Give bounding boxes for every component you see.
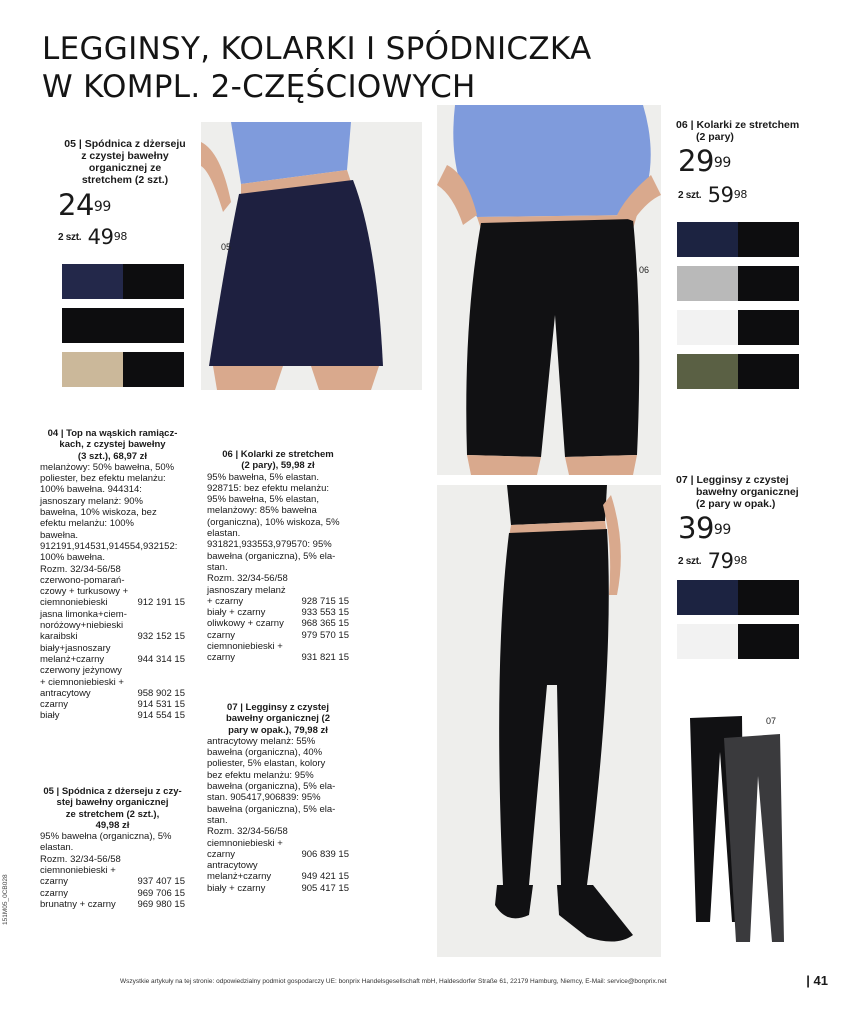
skirt-photo [201, 122, 422, 390]
description-line: 912191,914531,914554,932152: [40, 540, 178, 552]
product-name-line: (2 pary w opak.) [696, 498, 776, 510]
variant-row [40, 609, 185, 620]
variant-row [207, 607, 349, 618]
color-swatch-row [62, 308, 184, 343]
product-name-line: Spódnica z dżerseju [84, 138, 186, 150]
variant-row [207, 838, 349, 849]
description-line: elastan. [207, 528, 241, 540]
color-swatch-row [677, 310, 799, 345]
product-number: 05 [64, 138, 76, 150]
variant-list [207, 838, 349, 894]
variant-code: 914 531 15 [137, 699, 185, 711]
variant-row [40, 677, 185, 688]
variant-row [207, 652, 349, 663]
color-swatch [62, 264, 123, 299]
description-line: 100% bawełna. 944314: [40, 484, 142, 496]
color-swatch [738, 266, 799, 301]
variant-code: 969 980 15 [137, 898, 185, 910]
variant-name: ciemnoniebieski + [207, 641, 283, 653]
product-06-price-2pcs: 2 szt. $59^{98}$ [678, 183, 748, 207]
variant-name: biały+jasnoszary [40, 642, 111, 654]
variant-code: 931 821 15 [301, 652, 349, 664]
variant-row [207, 860, 349, 871]
product-06-swatches [677, 222, 799, 398]
variant-name: czarny [40, 699, 68, 711]
title-line-2: W KOMPL. 2-CZĘŚCIOWYCH [42, 69, 476, 105]
variant-name: antracytowy [207, 860, 258, 872]
description-line: Rozm. 32/34-56/58 [207, 573, 288, 585]
color-swatch [677, 266, 738, 301]
color-swatch [62, 352, 123, 387]
variant-row [40, 865, 185, 876]
variant-name: oliwkowy + czarny [207, 618, 284, 630]
color-swatch [738, 624, 799, 659]
description-body [40, 462, 185, 575]
description-line: 95% bawełna, 5% elastan, [207, 494, 319, 506]
variant-row [207, 641, 349, 652]
variant-row [40, 586, 185, 597]
variant-name: antracytowy [40, 687, 91, 699]
variant-name: biały [40, 710, 60, 722]
description-line: bawełna (organiczna), 5% ela- [207, 550, 336, 562]
description-line: poliester, bez efektu melanżu: [40, 473, 166, 485]
product-name-line: organicznej ze [88, 162, 162, 174]
page-number: | 41 [806, 973, 828, 988]
color-swatch [677, 354, 738, 389]
product-number: 07 [676, 474, 688, 486]
product-05-swatches [62, 264, 184, 396]
variant-code: 968 365 15 [301, 618, 349, 630]
variant-name: + czarny [207, 595, 244, 607]
color-swatch [123, 264, 184, 299]
variant-row [40, 899, 185, 910]
product-07-price-2pcs: 2 szt. $79^{98}$ [678, 549, 748, 573]
description-line: Rozm. 32/34-56/58 [207, 826, 288, 838]
variant-row [40, 710, 185, 721]
product-name-line: bawełny organicznej [696, 486, 799, 498]
variant-name: melanż+czarny [207, 871, 272, 883]
variant-row [40, 665, 185, 676]
color-swatch [738, 310, 799, 345]
description-06: 06 | Kolarki ze stretchem (2 pary), 59,98 zł 95% bawełna, 5% elastan. 928715: bez efektu melanżu: 95% bawełna, 5% elastan, melanżowy: 85% bawełna (organiczna), 10% wiskoza, 5% elastan. 931821,933553,979570: 95% bawełna (organiczna), 5% ela- stan. Rozm. 32/34-56/58 jasnoszary melanż + czarny 928 715 15 biały + czarny 933 553 15 oliwkowy + czarny 968 365 15 czarny 979 570 15 ciemnoniebieski + czarny 931 821 15 [207, 449, 349, 664]
description-line: melanżowy: 50% bawełna, 50% [40, 461, 175, 473]
color-swatch [738, 580, 799, 615]
product-07-header: 07 | Legginsy z czystej bawełny organicznej (2 pary w opak.) [676, 474, 806, 510]
variant-name: czarny [207, 848, 235, 860]
product-name-line: (2 pary) [696, 131, 734, 143]
color-swatch-row [677, 222, 799, 257]
color-swatch-row [677, 354, 799, 389]
variant-row [40, 699, 185, 710]
legal-footer: Wszystkie artykuły na tej stronie: odpowiedzialny podmiot gospodarczy UE: bonprix Handelsgesellschaft mbH, Haldesdorfer Straße 61, 22179 Hamburg, Niemcy, E-Mail: service@bonprix.net [120, 978, 667, 985]
description-line: stan. 905417,906839: 95% [207, 792, 321, 804]
variant-name: biały + czarny [207, 607, 266, 619]
color-swatch [677, 222, 738, 257]
description-line: efektu melanżu: 100% [40, 518, 135, 530]
product-05-price: $24^{99}$ [58, 188, 111, 222]
description-line: (organiczna), 10% wiskoza, 5% [207, 516, 340, 528]
variant-code: 906 839 15 [301, 848, 349, 860]
description-line: bawełna (organiczna), 5% ela- [207, 781, 336, 793]
title-line-1: LEGGINSY, KOLARKI I SPÓDNICZKA [42, 31, 592, 67]
bike-shorts-photo [437, 105, 661, 475]
color-swatch [123, 308, 184, 343]
color-swatch [738, 222, 799, 257]
product-name-line: z czystej bawełny [81, 150, 169, 162]
color-swatch-row [677, 580, 799, 615]
description-line: bawełna. [40, 529, 79, 541]
variant-row [40, 888, 185, 899]
product-06-price: $29^{99}$ [678, 144, 731, 178]
leggings-model-photo [437, 485, 661, 957]
variant-name: melanż+czarny [40, 653, 105, 665]
variant-code: 905 417 15 [301, 882, 349, 894]
variant-name: czerwono-pomarań- [40, 574, 125, 586]
variant-code: 933 553 15 [301, 607, 349, 619]
description-07: 07 | Legginsy z czystej bawełny organicznej (2 pary w opak.), 79,98 zł antracytowy melanż: 55% bawełna (organiczna), 40% poliester, 5% elastan, kolory bez efektu melanżu: 95% bawełna (organiczna), 5% ela- stan. 905417,906839: 95% bawełna (organiczna), 5% ela- stan. Rozm. 32/34-56/58 ciemnoniebieski + czarny 906 839 15 antracytowy melanż+czarny 949 421 15 biały + czarny 905 417 15 [207, 702, 349, 894]
variant-row [40, 876, 185, 887]
variant-name: ciemnoniebieski [40, 597, 108, 609]
description-line: elastan. [40, 842, 74, 854]
variant-code: 949 421 15 [301, 871, 349, 883]
product-name-line: Kolarki ze stretchem [696, 119, 800, 131]
variant-code: 958 902 15 [137, 687, 185, 699]
variant-name: + ciemnoniebieski + [40, 676, 124, 688]
description-body [40, 831, 185, 865]
description-line: bawełna (organiczna), 5% ela- [207, 803, 336, 815]
description-line: antracytowy melanż: 55% [207, 735, 316, 747]
variant-code: 914 554 15 [137, 710, 185, 722]
description-body [207, 736, 349, 838]
description-line: Rozm. 32/34-56/58 [40, 563, 121, 575]
variant-row [207, 618, 349, 629]
variant-row [40, 575, 185, 586]
variant-row [40, 654, 185, 665]
description-04: 04 | Top na wąskich ramiącz- kach, z czystej bawełny (3 szt.), 68,97 zł melanżowy: 50% bawełna, 50% poliester, bez efektu melanżu: 100% bawełna. 944314: jasnoszary melanż: 90% bawełna, 10% wiskoza, bez efektu melanżu: 100% bawełna. 912191,914531,914554,932152: 100% bawełna. Rozm. 32/34-56/58 czerwono-pomarań- czowy + turkusowy + ciemnoniebieski 912 191 15 jasna limonka+ciem- noróżowy+niebieski karaibski 932 152 15 biały+jasnoszary melanż+czarny 944 314 15 czerwony jeżynowy + ciemnoniebieski + antracytowy 958 902 15 czarny 914 531 15 biały 914 554 15 [40, 428, 185, 722]
color-swatch [677, 580, 738, 615]
product-05-price-2pcs: 2 szt. $49^{98}$ [58, 225, 128, 249]
variant-row [207, 849, 349, 860]
variant-name: jasna limonka+ciem- [40, 608, 127, 620]
description-line: poliester, 5% elastan, kolory [207, 758, 326, 770]
variant-code: 932 152 15 [137, 631, 185, 643]
photo-tag: 07 [766, 716, 777, 726]
description-line: bawełna (organiczna), 40% [207, 747, 323, 759]
description-line: 95% bawełna, 5% elastan. [207, 471, 319, 483]
variant-code: 937 407 15 [137, 876, 185, 888]
description-line: 931821,933553,979570: 95% [207, 539, 332, 551]
color-swatch-row [677, 266, 799, 301]
variant-row [207, 871, 349, 882]
variant-name: biały + czarny [207, 882, 266, 894]
product-05-header: 05 | Spódnica z dżerseju z czystej bawełny organicznej ze stretchem (2 szt.) [55, 138, 195, 186]
color-swatch-row [62, 352, 184, 387]
description-line: melanżowy: 85% bawełna [207, 505, 317, 517]
color-swatch [677, 624, 738, 659]
variant-name: brunatny + czarny [40, 898, 116, 910]
page-title [42, 30, 592, 106]
variant-list [207, 596, 349, 664]
description-line: stan. [207, 814, 228, 826]
variant-code: 979 570 15 [301, 629, 349, 641]
variant-row [40, 597, 185, 608]
variant-name: czerwony jeżynowy [40, 665, 122, 677]
description-line: stan. [207, 561, 228, 573]
description-line: jasnoszary melanż: 90% [40, 495, 143, 507]
variant-row [40, 688, 185, 699]
product-name-line: Legginsy z czystej [696, 474, 789, 486]
color-swatch-row [677, 624, 799, 659]
variant-name: ciemnoniebieski + [40, 865, 116, 877]
color-swatch [738, 354, 799, 389]
catalog-code: 151M05_0CB028 [2, 874, 9, 925]
variant-name: ciemnoniebieski + [207, 837, 283, 849]
variant-code: 969 706 15 [137, 887, 185, 899]
variant-row [40, 620, 185, 631]
color-swatch [677, 310, 738, 345]
variant-list [40, 865, 185, 910]
variant-list [40, 575, 185, 722]
description-line: 95% bawełna (organiczna), 5% [40, 831, 172, 843]
description-line: 928715: bez efektu melanżu: [207, 482, 330, 494]
leggings-product-photo [680, 712, 790, 948]
variant-name: czarny [207, 652, 235, 664]
product-06-header: 06 | Kolarki ze stretchem (2 pary) [676, 119, 806, 143]
description-line: Rozm. 32/34-56/58 [40, 853, 121, 865]
variant-code: 912 191 15 [137, 597, 185, 609]
description-05: 05 | Spódnica z dżerseju z czy- stej bawełny organicznej ze stretchem (2 szt.), 49,98 zł 95% bawełna (organiczna), 5% elastan. Rozm. 32/34-56/58 ciemnoniebieski + czarny 937 407 15 czarny 969 706 15 brunatny + czarny 969 980 15 [40, 786, 185, 910]
product-name-line: stretchem (2 szt.) [81, 174, 169, 186]
variant-row [40, 643, 185, 654]
variant-name: czowy + turkusowy + [40, 586, 129, 598]
variant-code: 944 314 15 [137, 653, 185, 665]
description-line: bez efektu melanżu: 95% [207, 769, 314, 781]
description-body [207, 472, 349, 596]
color-swatch-row [62, 264, 184, 299]
photo-tag: 06 [639, 265, 650, 275]
color-swatch [123, 352, 184, 387]
product-07-price: $39^{99}$ [678, 511, 731, 545]
variant-name: czarny [40, 887, 68, 899]
variant-row [207, 883, 349, 894]
product-07-swatches [677, 580, 799, 668]
color-swatch [62, 308, 123, 343]
variant-row [207, 630, 349, 641]
variant-code: 928 715 15 [301, 595, 349, 607]
variant-row [40, 631, 185, 642]
product-number: 06 [676, 119, 688, 131]
variant-name: karaibski [40, 631, 78, 643]
variant-row [207, 596, 349, 607]
description-line: jasnoszary melanż [207, 584, 286, 596]
variant-name: noróżowy+niebieski [40, 620, 124, 632]
variant-name: czarny [40, 876, 68, 888]
description-line: 100% bawełna. [40, 552, 105, 564]
description-line: bawełna, 10% wiskoza, bez [40, 507, 157, 519]
variant-name: czarny [207, 629, 235, 641]
photo-tag: 05 [221, 242, 232, 252]
